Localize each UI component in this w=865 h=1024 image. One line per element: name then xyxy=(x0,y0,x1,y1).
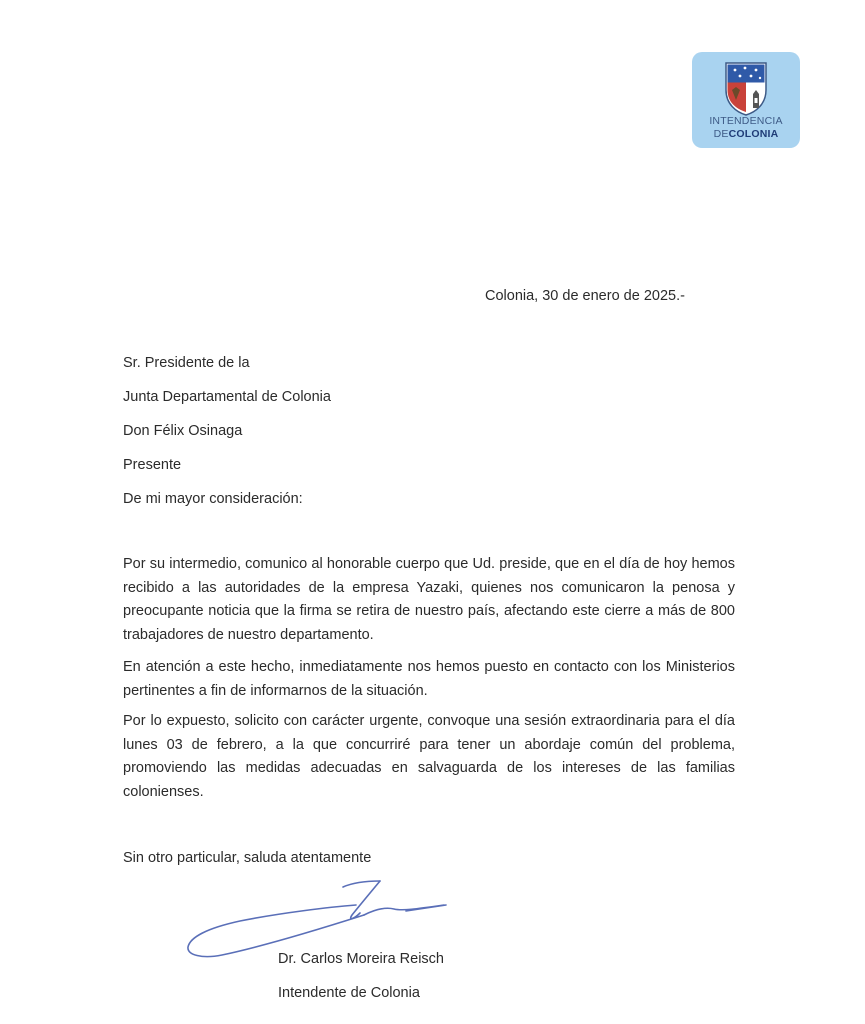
intendencia-logo xyxy=(692,52,800,148)
signatory-name: Dr. Carlos Moreira Reisch xyxy=(278,951,444,967)
coat-of-arms-icon xyxy=(723,60,769,116)
addressee-line-4: Presente xyxy=(123,457,182,473)
body-paragraph-3: Por lo expuesto, solicito con carácter urgente, convoque una sesión extraordinaria para el día lunes 03 de febrero, a la que concurriré para tener un abordaje común del problema, promoviendo las medidas adecuadas en salvaguarda de los intereses de las familias colonienses. xyxy=(123,713,735,800)
addressee-line-3: Don Félix Osinaga xyxy=(123,423,243,439)
addressee-line-2: Junta Departamental de Colonia xyxy=(123,389,331,405)
logo-text-intendencia: INTENDENCIA xyxy=(709,115,783,127)
body-paragraph-1: Por su intermedio, comunico al honorable cuerpo que Ud. preside, que en el día de hoy hemos recibido a las autoridades de la empresa Yazaki, quienes nos comunicaron la penosa y preocupante noticia que la firma se retira de nuestro país, afectando este cierre a más de 800 trabajadores de nuestro departamento. xyxy=(123,556,735,643)
body-paragraph-2: En atención a este hecho, inmediatamente nos hemos puesto en contacto con los Ministerios pertinentes a fin de informarnos de la situación. xyxy=(123,659,735,699)
logo-text-prefix: DE xyxy=(713,128,729,140)
logo-text-suffix: COLONIA xyxy=(728,128,779,140)
addressee-line-1: Sr. Presidente de la xyxy=(123,355,250,371)
closing-line: Sin otro particular, saluda atentamente xyxy=(123,850,372,866)
logo-text-colonia xyxy=(692,128,800,140)
salutation: De mi mayor consideración: xyxy=(123,491,303,507)
signatory-title: Intendente de Colonia xyxy=(278,985,420,1001)
letter-date: Colonia, 30 de enero de 2025.- xyxy=(485,288,685,304)
